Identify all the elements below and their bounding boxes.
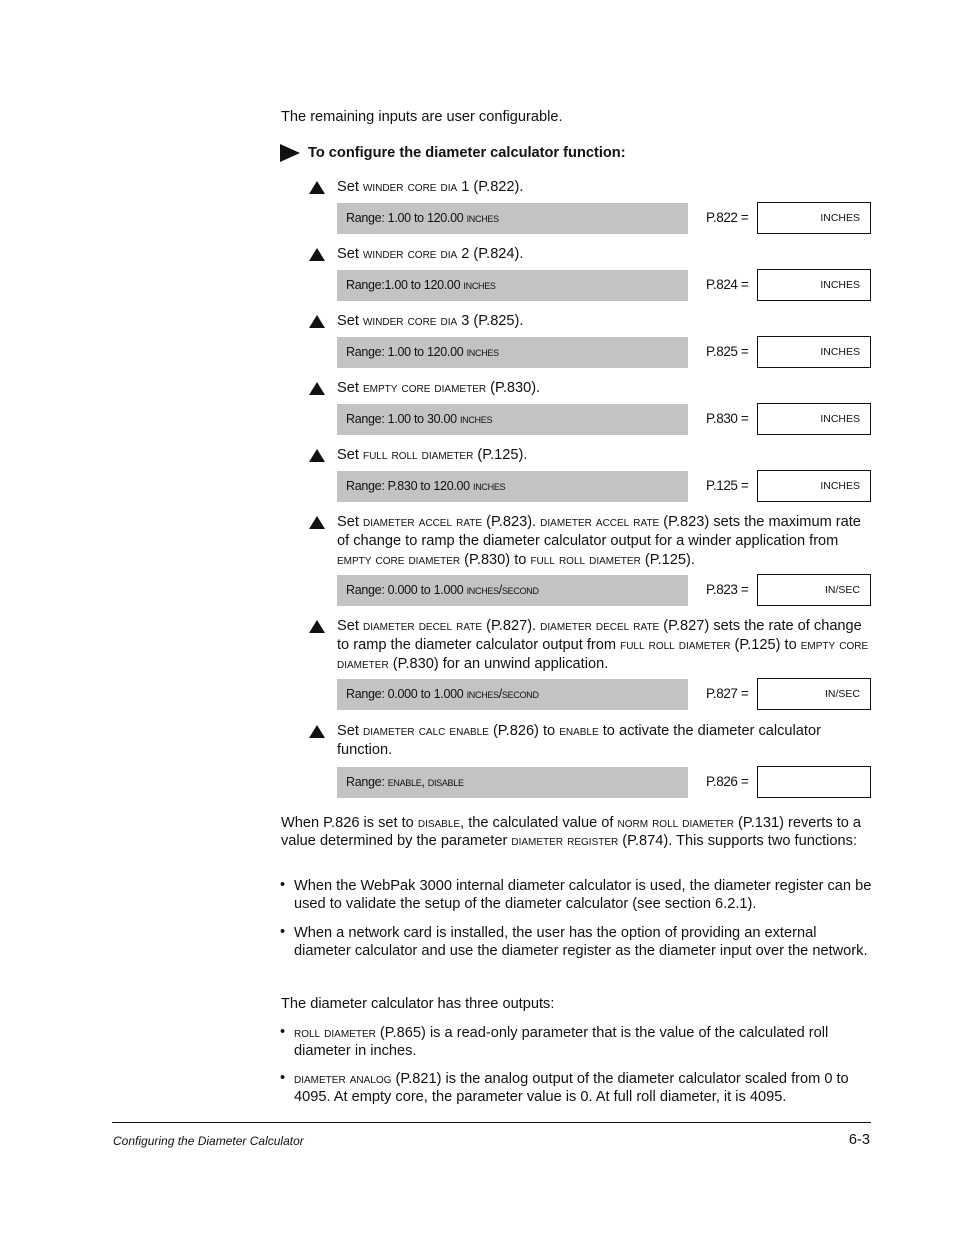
step-5-text: Set full roll diameter (P.125).: [337, 447, 528, 463]
page-number: 6-3: [848, 1132, 870, 1148]
step-1-range: Range: 1.00 to 120.00 inches: [337, 203, 688, 234]
step-2-range: Range:1.00 to 120.00 inches: [337, 270, 688, 301]
step-6-value-box[interactable]: [757, 574, 871, 606]
step-7-value-box[interactable]: [757, 678, 871, 710]
step-3-text: Set winder core dia 3 (P.825).: [337, 313, 524, 329]
outputs-paragraph: The diameter calculator has three outputs:: [281, 996, 555, 1012]
footer-divider: [112, 1122, 871, 1123]
step-6-unit: IN/SEC: [824, 584, 860, 596]
bullet-icon: •: [280, 1024, 286, 1040]
bullet-item: When the WebPak 3000 internal diameter calculator is used, the diameter register can be used to validate the setup of the diameter calculator (see section 6.2.1).: [294, 878, 872, 912]
step-6-text: Set diameter accel rate (P.823). diameter accel rate (P.823) sets the maximum rate of change to ramp the diameter calculator output for a winder application from empty core diameter (P.830) to full roll diameter (P.125).: [337, 514, 861, 568]
step-3-param-label: P.825 =: [706, 344, 749, 359]
bullet-icon: •: [280, 924, 286, 940]
step-2-unit: INCHES: [820, 279, 860, 291]
step-triangle-icon: [309, 382, 325, 395]
step-6-param-label: P.823 =: [706, 582, 749, 597]
step-7-range: Range: 0.000 to 1.000 inches/second: [337, 679, 688, 710]
step-2-text: Set winder core dia 2 (P.824).: [337, 246, 524, 262]
step-7-text: Set diameter decel rate (P.827). diameter decel rate (P.827) sets the rate of change to ramp the diameter calculator output from full roll diameter (P.125) to empty core diameter (P.830) for an unwind application.: [337, 618, 869, 672]
bullet-item: When a network card is installed, the user has the option of providing an external diameter calculator and use the diameter register as the diameter input over the network.: [294, 925, 868, 959]
step-triangle-icon: [309, 516, 325, 529]
procedure-arrow-icon: [280, 144, 300, 162]
bullet-icon: •: [280, 877, 286, 893]
step-3-value-box[interactable]: [757, 336, 871, 368]
step-1-text: Set winder core dia 1 (P.822).: [337, 179, 524, 195]
step-triangle-icon: [309, 449, 325, 462]
step-5-range: Range: P.830 to 120.00 inches: [337, 471, 688, 502]
step-8-text: Set diameter calc enable (P.826) to enable to activate the diameter calculator function.: [337, 723, 821, 758]
step-8-value-box[interactable]: [757, 766, 871, 798]
step-1-value-box[interactable]: [757, 202, 871, 234]
step-triangle-icon: [309, 725, 325, 738]
step-triangle-icon: [309, 181, 325, 194]
disable-paragraph: When P.826 is set to disable, the calculated value of norm roll diameter (P.131) reverts to a value determined by the parameter diameter register (P.874). This supports two functions:: [281, 815, 862, 849]
step-7-param-label: P.827 =: [706, 686, 749, 701]
step-3-unit: INCHES: [820, 346, 860, 358]
bullet-item-roll-diameter: roll diameter (P.865) is a read-only parameter that is the value of the calculated roll diameter in inches.: [294, 1025, 829, 1059]
footer-section-title: Configuring the Diameter Calculator: [113, 1134, 304, 1148]
step-4-range: Range: 1.00 to 30.00 inches: [337, 404, 688, 435]
step-4-param-label: P.830 =: [706, 411, 749, 426]
step-1-param-label: P.822 =: [706, 210, 749, 225]
step-8-range: Range: enable, disable: [337, 767, 688, 798]
bullet-icon: •: [280, 1070, 286, 1086]
step-1-unit: INCHES: [820, 212, 860, 224]
step-4-value-box[interactable]: [757, 403, 871, 435]
step-4-text: Set empty core diameter (P.830).: [337, 380, 541, 396]
step-6-range: Range: 0.000 to 1.000 inches/second: [337, 575, 688, 606]
bullet-item-diameter-analog: diameter analog (P.821) is the analog output of the diameter calculator scaled from 0 to 4095. At empty core, the parameter value is 0. At full roll diameter, it is 4095.: [294, 1071, 849, 1105]
procedure-title: To configure the diameter calculator function:: [308, 145, 626, 161]
step-triangle-icon: [309, 315, 325, 328]
step-5-value-box[interactable]: [757, 470, 871, 502]
step-triangle-icon: [309, 248, 325, 261]
step-2-value-box[interactable]: [757, 269, 871, 301]
step-5-param-label: P.125 =: [706, 478, 749, 493]
intro-text: The remaining inputs are user configurable.: [281, 109, 563, 125]
step-5-unit: INCHES: [820, 480, 860, 492]
step-triangle-icon: [309, 620, 325, 633]
step-4-unit: INCHES: [820, 413, 860, 425]
step-2-param-label: P.824 =: [706, 277, 749, 292]
step-3-range: Range: 1.00 to 120.00 inches: [337, 337, 688, 368]
step-7-unit: IN/SEC: [824, 688, 860, 700]
step-8-param-label: P.826 =: [706, 774, 749, 789]
